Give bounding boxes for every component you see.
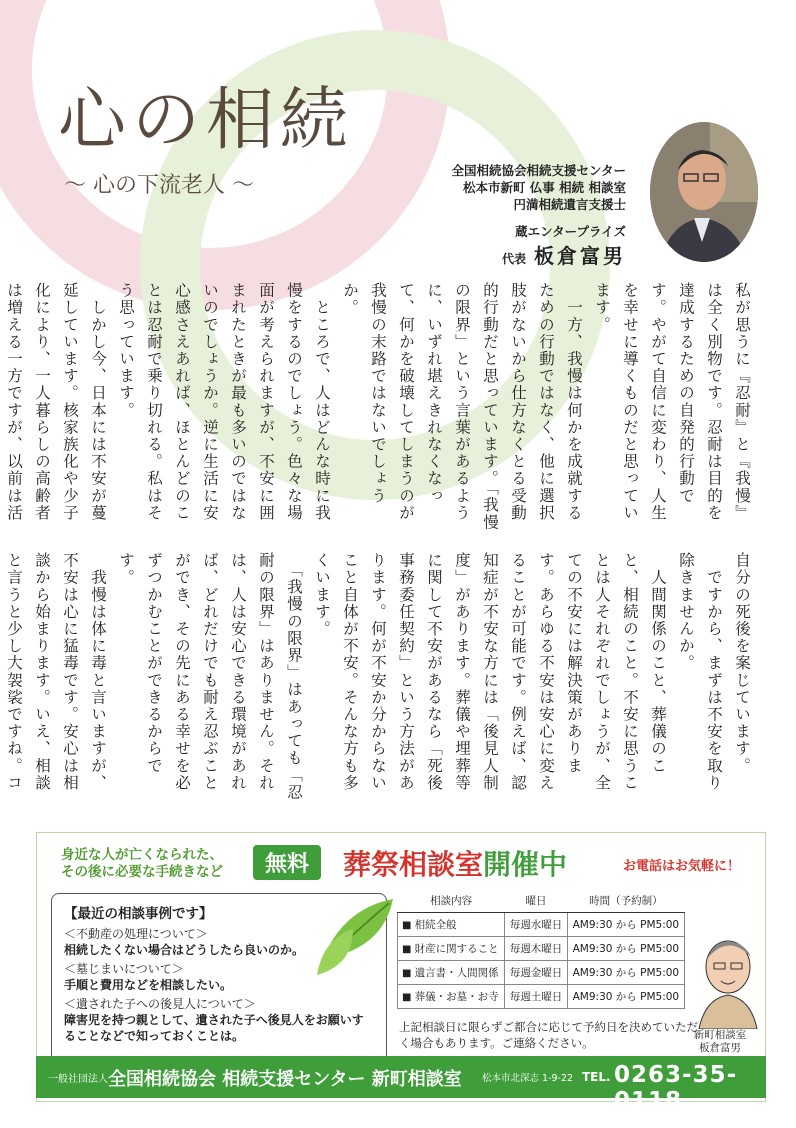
schedule-category: ■ 相続全般	[398, 913, 505, 937]
author-org-line: 全国相続協会相続支援センター	[451, 163, 626, 178]
schedule-note: 上記相談日に限らずご都合に応じて予約日を決めていただく場合もあります。ご連絡ください。	[399, 1020, 698, 1050]
footer-org-name: 全国相続協会 相続支援センター 新町相談室	[108, 1069, 462, 1090]
schedule-day: 毎週金曜日	[505, 961, 567, 985]
author-name-row	[502, 240, 626, 269]
footer-org-prefix: 一般社団法人	[48, 1074, 108, 1085]
footer-phone-number[interactable]: 0263-35-0118	[614, 1062, 738, 1114]
representative-label: 代表	[501, 252, 526, 266]
author-org-line: 円満相続遺言支援士	[513, 197, 626, 212]
counselor-name: 板倉富男	[699, 1042, 741, 1054]
schedule-category: ■ 財産に関すること	[398, 937, 505, 961]
case-answer: 手順と費用などを相談したい。	[64, 978, 233, 992]
schedule-row	[398, 985, 685, 1009]
case-question: ＜不動産の処理について＞	[64, 927, 208, 941]
schedule-time: AM9:30 から PM5:00	[567, 961, 684, 985]
schedule-row	[398, 913, 685, 937]
schedule-day: 毎週土曜日	[505, 985, 567, 1009]
article-body	[5, 282, 756, 802]
banner-lead-line: その後に必要な手続きなど	[61, 864, 223, 880]
case-answer: 障害児を持つ親として、遺された子へ後見人をお願いすることなどで知っておくことは。	[64, 1013, 364, 1043]
schedule-row	[398, 937, 685, 961]
schedule-time: AM9:30 から PM5:00	[567, 985, 684, 1009]
page-subtitle: ～ 心の下流老人 ～	[64, 173, 254, 198]
article-upper-right: 私が思うに『忍耐』と『我慢』は全く別物です。忍耐は目的を達成するための自発的行動です。やがて自信に変わり、人生を幸せに導くものだと思っています。 一方、我慢は何かを成就するための行動ではなく、他に選択肢がないから仕方なくとる受動的行動だと思っています。「我慢の限界」という言葉があるように、いずれ堪えきれなくなって、何かを破壊してしまうのが我慢の末路ではないでしょうか。 ところで、人はどんな時に我慢をするのでしょう。色々な場面が考えられますが、不安に囲まれたときが最も多いのではないのでしょうか。逆に生活に安心感さえあれば、ほとんどのことは忍耐で乗り切れる。私はそう思っています。 しかし今、日本には不安が蔓延しています。核家族化や少子化により、一人暮らしの高齢者は増える一方ですが、以前は活	[5, 282, 751, 531]
counselor-caption	[677, 1029, 763, 1055]
author-name: 板倉富男	[534, 244, 626, 268]
free-badge: 無料	[253, 845, 321, 880]
schedule-time: AM9:30 から PM5:00	[567, 937, 684, 961]
case-question: ＜遺された子への後見人について＞	[64, 997, 256, 1011]
footer-bar	[36, 1056, 766, 1114]
counselor-caricature-icon	[693, 929, 763, 1029]
author-portrait	[650, 122, 758, 262]
leaves-icon	[313, 889, 403, 979]
author-portrait-illustration	[650, 122, 758, 262]
author-org-line: 松本市新町 仏事 相続 相談室	[462, 180, 626, 195]
schedule-header: 時間（予約制）	[567, 889, 684, 913]
banner-lead	[61, 847, 223, 881]
footer-tel-label: TEL.	[582, 1070, 611, 1084]
article-lower: 自分の死後を案じています。 ですから、まずは不安を取り除きませんか。 人間関係のこと、葬儀のこと、相続のこと。不安に思うことは人それぞれでしょうが、全ての不安には解決策があります。あらゆる不安は安心に変えることが可能です。例えば、認知症が不安な方には「後見人制度」があります。葬儀や埋葬等に関して不安があるなら「死後事務委任契約」という方法があります。何が不安か分からないこと自体が不安。そんな方も多くいます。 「我慢の限界」はあっても「忍耐の限界」はありません。それは、人は安心できる環境があれば、どれだけでも耐え忍ぶことができ、その先にある幸せを必ずつかむことができるからです。 我慢は体に毒と言いますが、不安は心に猛毒です。安心は相談から始まります。いえ、相談と言うと少し大袈裟ですね。コ	[5, 552, 751, 801]
author-company: 蔵エンタープライズ	[515, 224, 626, 239]
schedule-day: 毎週水曜日	[505, 913, 567, 937]
case-question: ＜墓じまいについて＞	[64, 962, 184, 976]
schedule-table	[397, 889, 685, 1009]
schedule-time: AM9:30 から PM5:00	[567, 913, 684, 937]
schedule-day: 毎週木曜日	[505, 937, 567, 961]
schedule-header: 相談内容	[398, 889, 505, 913]
headline-green: 開催中	[483, 848, 568, 881]
banner-headline	[343, 843, 567, 883]
schedule-category: ■ 遺言書・人間関係	[398, 961, 505, 985]
schedule-header: 曜日	[505, 889, 567, 913]
call-prompt: お電話はお気軽に！	[623, 859, 741, 874]
schedule-row	[398, 961, 685, 985]
page-title: 心の相続	[58, 81, 355, 160]
cases-title: 【最近の相談事例です】	[64, 906, 213, 922]
author-affiliation	[451, 162, 626, 213]
counselor-office: 新町相談室	[693, 1029, 747, 1041]
case-answer: 相続したくない場合はどうしたら良いのか。	[64, 943, 305, 957]
schedule-category: ■ 葬儀・お墓・お寺	[398, 985, 505, 1009]
banner-lead-line: 身近な人が亡くなられた、	[61, 847, 223, 863]
footer-address: 松本市北深志 1-9-22	[482, 1073, 574, 1084]
headline-red: 葬祭相談室	[343, 848, 484, 881]
